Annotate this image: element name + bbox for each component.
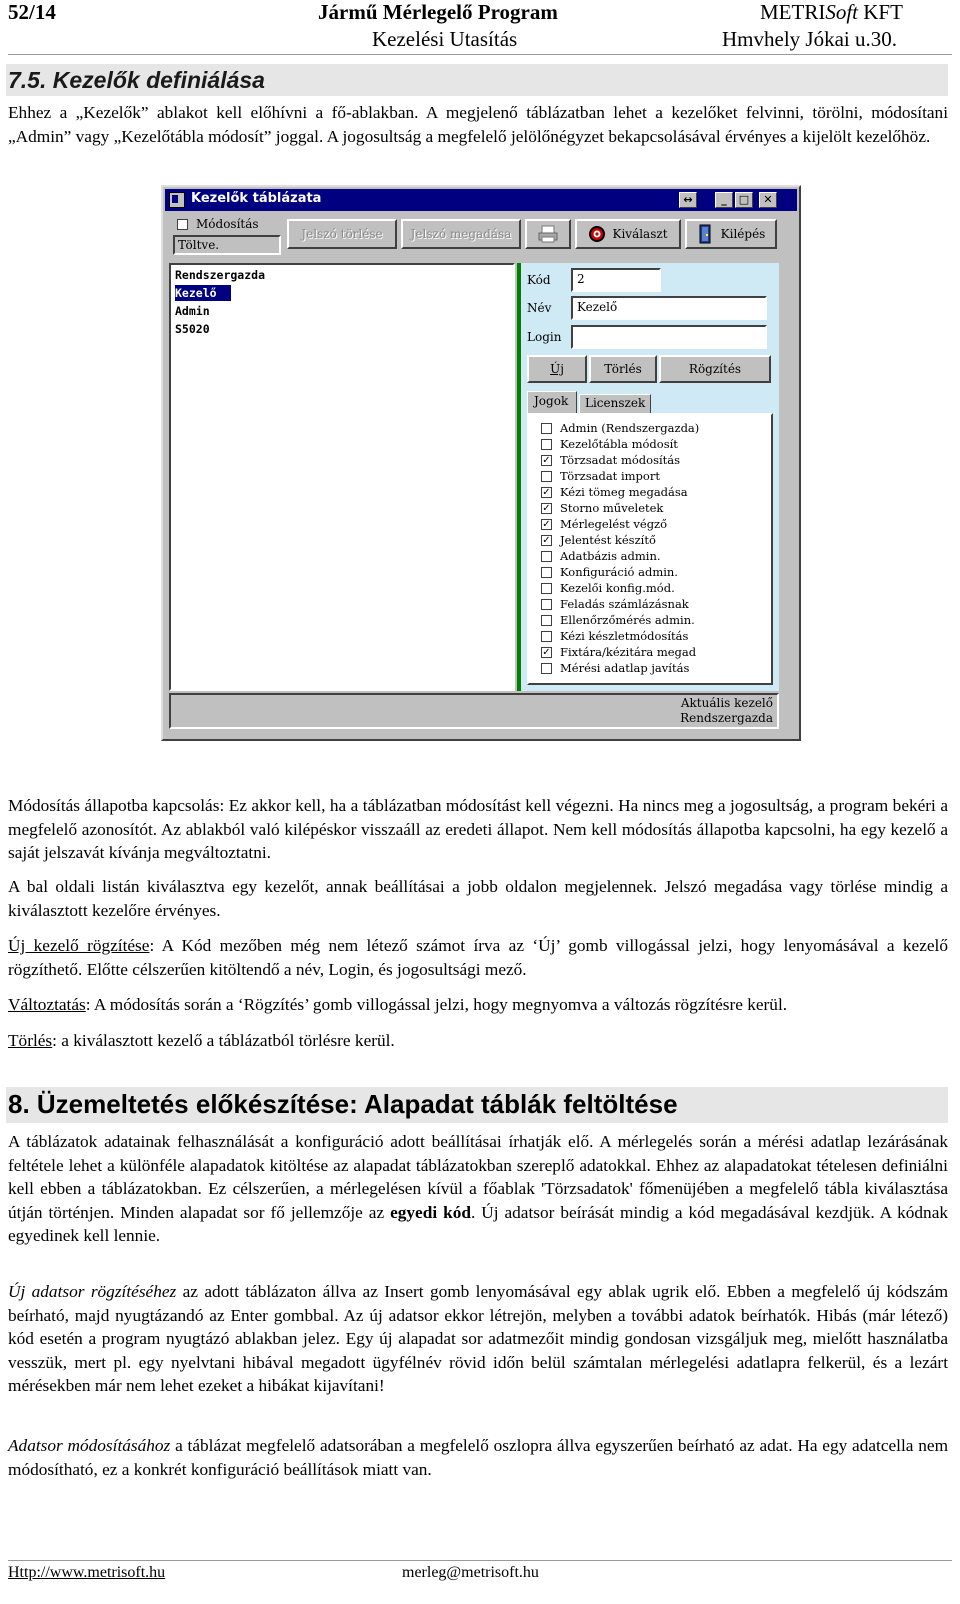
uj-button[interactable]	[527, 355, 587, 383]
right-label: Törzsadat módosítás	[560, 453, 681, 467]
jelszo-torlese-label: Jelszó törlése	[301, 227, 383, 241]
rogzites-button[interactable]	[659, 355, 771, 383]
close-icon[interactable]: ✕	[759, 192, 777, 208]
status-current-label: Aktuális kezelő	[680, 696, 773, 710]
modositas-toggle[interactable]	[177, 217, 259, 231]
checked-checkbox[interactable]: ✓	[542, 646, 551, 658]
s8p2-text: az adott táblázaton állva az Insert gomb lenyomásával egy ablak ugrik elő. Ebben a megfelelő új kódszám beírható, majd nyugtázandó az Enter gombbal. Az új adatsor ekkor létrejön, melyben a további adatok beírhatók. Hibás (már létező) kód esetén a program nyugtázó ablakban jelez. Egy új alapadat sor adatmezőit mindig gondosan vizsgáljuk meg, mielőtt használatba vesszük, mert pl. egy nyelvtani hibával megadott ügyfélnév rövid időn belül számtalan mérlegelési adatlapra felkerül, és a lezárt mérésekben már nem lehet ezeket a hibákat kijavítani!	[8, 1282, 949, 1395]
right-item[interactable]	[541, 453, 680, 467]
checked-checkbox[interactable]: ✓	[542, 486, 551, 498]
login-label: Login	[527, 330, 562, 344]
doc-subtitle: Kezelési Utasítás	[372, 27, 518, 51]
right-item[interactable]	[541, 645, 696, 659]
status-small-field	[173, 235, 281, 255]
delete-paragraph	[8, 1029, 948, 1053]
section-heading-7-5	[6, 64, 948, 96]
s8p3-text: a táblázat megfelelő adatsorában a megfelelő oszlopra állva egyszerűen beírható az adat. Ha egy adatcella nem módosítható, ez a konkrét konfiguráció beállítások miatt van.	[8, 1436, 949, 1479]
unchecked-checkbox[interactable]	[541, 471, 552, 482]
uj-label: Új	[550, 362, 564, 376]
company-prefix: METRI	[760, 0, 826, 24]
page-number: 52/14	[8, 0, 56, 24]
kilepes-button[interactable]	[685, 219, 777, 249]
modositas-checkbox[interactable]	[177, 219, 188, 230]
print-button[interactable]	[525, 219, 571, 249]
right-item[interactable]	[541, 661, 689, 675]
right-label: Ellenőrzőmérés admin.	[560, 613, 695, 627]
tab-jogok[interactable]	[527, 391, 577, 413]
right-item[interactable]	[541, 517, 667, 531]
nev-value: Kezelő	[577, 300, 618, 314]
maximize-icon[interactable]: □	[735, 192, 753, 208]
status-bar	[169, 693, 779, 729]
checked-checkbox[interactable]: ✓	[542, 534, 551, 546]
right-item[interactable]	[541, 629, 688, 643]
delete-text: : a kiválasztott kezelő a táblázatból törlésre kerül.	[52, 1031, 395, 1050]
printer-icon	[537, 225, 559, 243]
list-item[interactable]: Rendszergazda	[175, 268, 266, 282]
right-label: Mérlegelést végző	[560, 517, 668, 531]
right-label: Fixtára/kézitára megad	[560, 645, 697, 659]
window-titlebar	[165, 189, 797, 211]
tab-licenszek[interactable]	[579, 394, 651, 413]
kod-field[interactable]	[571, 268, 661, 292]
right-item[interactable]	[541, 533, 656, 547]
list-item[interactable]: S5020	[175, 322, 210, 336]
new-user-paragraph	[8, 934, 948, 981]
right-label: Konfiguráció admin.	[560, 565, 678, 579]
login-field[interactable]	[571, 325, 767, 349]
list-item-selected[interactable]: Kezelő	[175, 285, 231, 301]
program-title: Jármű Mérlegelő Program	[318, 0, 558, 24]
right-item[interactable]	[541, 597, 689, 611]
nev-field[interactable]	[571, 296, 767, 320]
right-label: Kézi tömeg megadása	[560, 485, 688, 499]
section-heading-8	[6, 1087, 948, 1123]
change-text: : A módosítás során a ‘Rögzítés’ gomb villogással jelzi, hogy megnyomva a változás rögzítésre kerül.	[85, 995, 788, 1014]
right-item[interactable]	[541, 581, 675, 595]
target-icon	[588, 225, 606, 243]
section-8-paragraph-2	[8, 1280, 948, 1398]
checked-checkbox[interactable]: ✓	[542, 502, 551, 514]
company-name	[760, 0, 903, 25]
company-address: Hmvhely Jókai u.30.	[722, 27, 897, 51]
checked-checkbox[interactable]: ✓	[542, 518, 551, 530]
modositas-label: Módosítás	[196, 217, 259, 231]
nev-label: Név	[527, 301, 552, 315]
footer-email: merleg@metrisoft.hu	[402, 1564, 539, 1581]
rogzites-label: Rögzítés	[688, 362, 742, 376]
right-label: Törzsadat import	[560, 469, 660, 483]
right-label: Jelentést készítő	[560, 533, 656, 547]
company-italic: Soft	[825, 0, 858, 24]
kivalaszt-button[interactable]	[575, 219, 681, 249]
right-label: Admin (Rendszergazda)	[560, 421, 700, 435]
unchecked-checkbox[interactable]	[541, 615, 552, 626]
user-detail-panel	[517, 263, 779, 691]
right-label: Storno műveletek	[560, 501, 664, 515]
torles-button[interactable]	[589, 355, 657, 383]
right-item[interactable]	[541, 613, 695, 627]
kod-value: 2	[577, 272, 585, 286]
app-icon	[169, 192, 185, 208]
right-item[interactable]	[541, 501, 663, 515]
rights-tab-panel	[527, 413, 773, 685]
right-label: Kézi készletmódosítás	[560, 629, 689, 643]
right-item[interactable]	[541, 565, 678, 579]
modositas-paragraph: Módosítás állapotba kapcsolás: Ez akkor kell, ha a táblázatban módosítást kell végezni. Ha nincs meg a jogosultság, a program bekéri a megfelelő azonosítót. Az ablakból való kilépéskor visszaáll az eredeti állapot. Nem kell módosítás állapotba kapcsolni, ha egy kezelő a saját jelszavát kívánja megváltoztatni.	[8, 796, 948, 862]
unchecked-checkbox[interactable]	[541, 583, 552, 594]
header-rule	[8, 54, 952, 55]
change-term: Változtatás	[8, 995, 86, 1014]
right-item[interactable]	[541, 421, 699, 435]
unchecked-checkbox[interactable]	[541, 599, 552, 610]
section-8-paragraph-3	[8, 1434, 948, 1481]
minimize-icon[interactable]: _	[715, 192, 733, 208]
unchecked-checkbox[interactable]	[541, 551, 552, 562]
checked-checkbox[interactable]: ✓	[542, 454, 551, 466]
section-title: 7.5. Kezelők definiálása	[8, 67, 265, 93]
right-item[interactable]	[541, 469, 660, 483]
right-label: Feladás számlázásnak	[560, 597, 689, 611]
tab-licenszek-label: Licenszek	[585, 396, 646, 410]
unchecked-checkbox[interactable]	[541, 567, 552, 578]
status-current-value: Rendszergazda	[680, 711, 773, 725]
unchecked-checkbox[interactable]	[541, 423, 552, 434]
window-title: Kezelők táblázata	[191, 191, 322, 206]
right-label: Kezelői konfig.mód.	[560, 581, 675, 595]
jelszo-megadasa-label: Jelszó megadása	[410, 227, 512, 241]
right-label: Kezelőtábla módosít	[560, 437, 678, 451]
right-item[interactable]	[541, 549, 661, 563]
jelszo-torlese-button[interactable]	[287, 219, 397, 249]
right-label: Adatbázis admin.	[560, 549, 661, 563]
resize-icon[interactable]: ↔	[679, 192, 697, 208]
section-8-paragraph-1	[8, 1130, 948, 1248]
kod-label: Kód	[527, 273, 551, 287]
kezelok-window	[161, 185, 801, 741]
right-label: Mérési adatlap javítás	[560, 661, 690, 675]
s8p1-text-b: . Új adatsor beírását mindig a kód megadásával kezdjük. A kódnak egyedinek kell lennie.	[8, 1202, 949, 1245]
status-small-text: Töltve.	[178, 238, 220, 252]
s8p1-text-a: A táblázatok adatainak felhasználását a konfiguráció adott beállításai írhatják elő. A mérlegelés során a mérési adatlap lezárásának feltétele lehet a különféle alapadatok kitöltése az alapadat táblázatokban szereplő adatokkal. Ehhez az alapadatokat tételesen definiálni kell ebben a táblázatokban. Ez célszerűen, a mérlegelésen kívül a főablak 'Törzsadatok' főmenüjében a megfelelő tábla kiválasztása útján történjen. Minden alapadat sor fő jellemzője az	[8, 1132, 948, 1222]
section-8-title: 8. Üzemeltetés előkészítése: Alapadat táblák feltöltése	[8, 1089, 678, 1119]
right-item[interactable]	[541, 437, 678, 451]
unchecked-checkbox[interactable]	[541, 439, 552, 450]
new-user-term: Új kezelő rögzítése	[8, 936, 150, 955]
users-list[interactable]	[169, 263, 515, 691]
change-paragraph	[8, 993, 948, 1017]
unchecked-checkbox[interactable]	[541, 631, 552, 642]
s8p2-italic: Új adatsor rögzítéséhez	[8, 1282, 177, 1301]
torles-label: Törlés	[604, 362, 642, 376]
list-item[interactable]: Admin	[175, 304, 210, 318]
jelszo-megadasa-button[interactable]	[401, 219, 521, 249]
unchecked-checkbox[interactable]	[541, 663, 552, 674]
new-user-text: : A Kód mezőben még nem létező számot írva az ‘Új’ gomb villogással jelzi, hogy lenyomásával a kezelő rögzíthető. Előtte célszerűen kitöltendő a név, Login, és jogosultsági mező.	[8, 936, 948, 979]
tab-jogok-label: Jogok	[534, 394, 569, 408]
kivalaszt-label: Kiválaszt	[612, 227, 668, 241]
company-suffix: KFT	[858, 0, 903, 24]
s8p3-italic: Adatsor módosításához	[8, 1436, 171, 1455]
exit-door-icon	[697, 224, 715, 244]
right-item[interactable]	[541, 485, 688, 499]
intro-paragraph: Ehhez a „Kezelők” ablakot kell előhívni a fő-ablakban. A megjelenő táblázatban lehet a kezelőket felvinni, törölni, módosítani „Admin” vagy „Kezelőtábla módosít” joggal. A jogosultság a megfelelő jelölőnégyzet bekapcsolásával érvényes a kijelölt kezelőhöz.	[8, 103, 948, 146]
selection-paragraph: A bal oldali listán kiválasztva egy kezelőt, annak beállításai a jobb oldalon megjelennek. Jelszó megadása vagy törlése mindig a kiválasztott kezelőre érvényes.	[8, 877, 948, 920]
footer-rule	[8, 1560, 952, 1561]
footer-url-link[interactable]: Http://www.metrisoft.hu	[8, 1564, 166, 1581]
s8p1-bold: egyedi kód	[390, 1202, 471, 1222]
kilepes-label: Kilépés	[720, 227, 766, 241]
delete-term: Törlés	[8, 1031, 53, 1050]
